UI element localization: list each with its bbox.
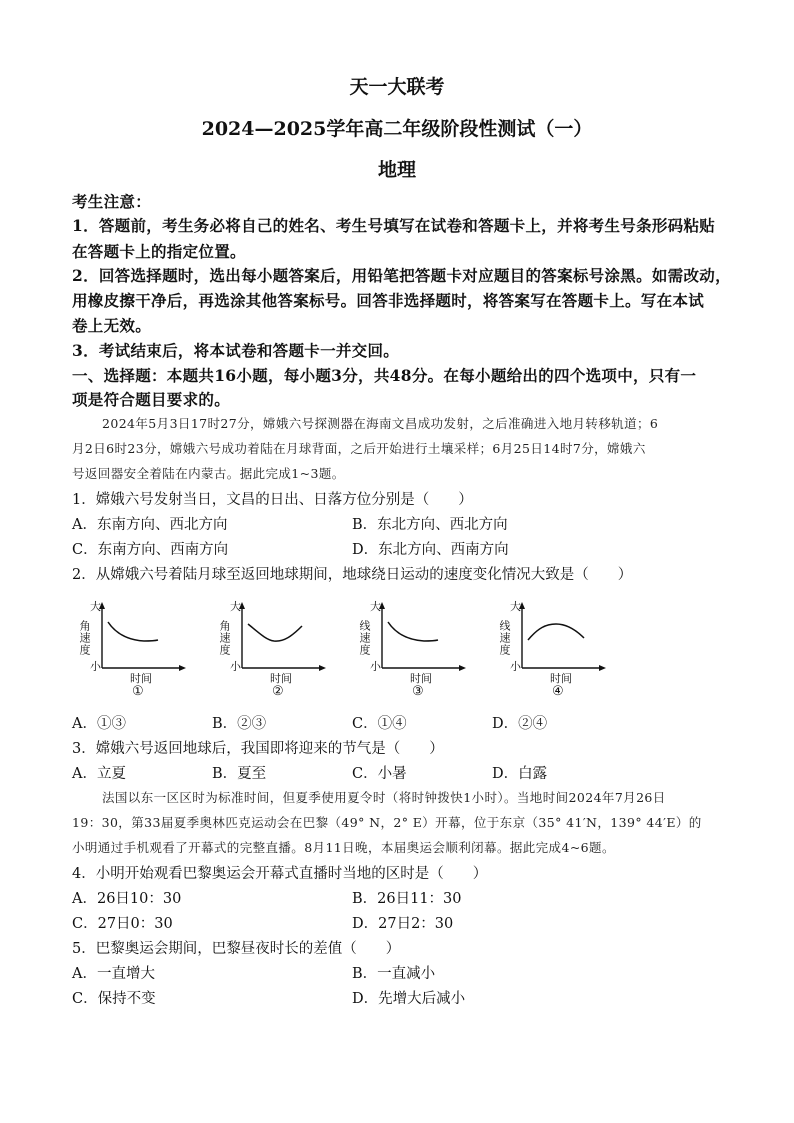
q2-option-b: B．②③ xyxy=(212,716,267,732)
q2-option-d: D．②④ xyxy=(492,716,548,732)
question-5-stem: 5．巴黎奥运会期间，巴黎昼夜时长的差值（ ） xyxy=(72,941,401,957)
velocity-chart-4 xyxy=(492,600,622,710)
notice-line: 2．回答选择题时，选出每小题答案后，用铅笔把答题卡对应题目的答案标号涂黑。如需改动， xyxy=(72,266,731,285)
chart-number: ④ xyxy=(552,684,564,699)
y-axis-label: 角速度 xyxy=(218,620,231,656)
y-axis-label: 线速度 xyxy=(358,620,371,656)
y-axis-top-label: 大 xyxy=(510,600,521,613)
exam-organizer: 天一大联考 xyxy=(349,76,445,98)
q5-option-c: C．保持不变 xyxy=(72,991,156,1007)
y-axis-label: 角速度 xyxy=(78,620,91,656)
y-axis-top-label: 大 xyxy=(230,600,241,613)
y-axis-bottom-label: 小 xyxy=(90,660,101,673)
q2-option-c: C．①④ xyxy=(352,716,407,732)
section-heading-cont: 项是符合题目要求的。 xyxy=(72,390,231,409)
notice-line: 在答题卡上的指定位置。 xyxy=(72,242,246,261)
notice-title: 考生注意： xyxy=(72,192,152,211)
q3-option-b: B．夏至 xyxy=(212,766,267,782)
chart-number: ① xyxy=(132,684,144,699)
subject-title: 地理 xyxy=(377,159,416,181)
velocity-chart-3 xyxy=(352,600,482,710)
q1-option-b: B．东北方向、西北方向 xyxy=(352,517,508,533)
q3-option-a: A．立夏 xyxy=(72,766,126,782)
section-heading: 一、选择题：本题共16小题，每小题3分，共48分。在每小题给出的四个选项中，只有一 xyxy=(72,366,697,385)
chart-number: ② xyxy=(272,684,284,699)
x-axis-label: 时间 xyxy=(130,672,152,685)
q3-option-d: D．白露 xyxy=(492,766,548,782)
q5-option-a: A．一直增大 xyxy=(72,966,155,982)
q4-option-b: B．26日11：30 xyxy=(352,891,462,907)
notice-line: 3．考试结束后，将本试卷和答题卡一并交回。 xyxy=(72,341,400,360)
material-line: 小明通过手机观看了开幕式的完整直播。8月11日晚，本届奥运会顺利闭幕。据此完成4~6题。 xyxy=(72,840,615,855)
q4-option-c: C．27日0：30 xyxy=(72,916,173,932)
material-line: 19：30，第33届夏季奥林匹克运动会在巴黎（49° N，2° E）开幕，位于东京（35° 41′N，139° 44′E）的 xyxy=(72,815,702,830)
question-2-stem: 2．从嫦娥六号着陆月球至返回地球期间，地球绕日运动的速度变化情况大致是（ ） xyxy=(72,567,633,583)
q3-option-c: C．小暑 xyxy=(352,766,407,782)
material-line: 法国以东一区区时为标准时间，但夏季使用夏令时（将时钟拨快1小时）。当地时间2024年7月26日 xyxy=(102,790,666,805)
y-axis-label: 线速度 xyxy=(498,620,511,656)
y-axis-bottom-label: 小 xyxy=(370,660,381,673)
x-axis-label: 时间 xyxy=(550,672,572,685)
q2-option-a: A．①③ xyxy=(72,716,126,732)
chart-number: ③ xyxy=(412,684,424,699)
y-axis-bottom-label: 小 xyxy=(230,660,241,673)
question-1-stem: 1．嫦娥六号发射当日，文昌的日出、日落方位分别是（ ） xyxy=(72,492,473,508)
y-axis-bottom-label: 小 xyxy=(510,660,521,673)
velocity-chart-2 xyxy=(212,600,342,710)
q1-option-c: C．东南方向、西南方向 xyxy=(72,542,229,558)
material-line: 2024年5月3日17时27分，嫦娥六号探测器在海南文昌成功发射，之后准确进入地月转移轨道；6 xyxy=(102,416,659,431)
y-axis-top-label: 大 xyxy=(90,600,101,613)
notice-line: 1．答题前，考生务必将自己的姓名、考生号填写在试卷和答题卡上，并将考生号条形码粘贴 xyxy=(72,216,716,235)
exam-title: 2024—2025学年高二年级阶段性测试（一） xyxy=(201,118,593,140)
q1-option-a: A．东南方向、西北方向 xyxy=(72,517,228,533)
q5-option-b: B．一直减小 xyxy=(352,966,436,982)
material-line: 号返回器安全着陆在内蒙古。据此完成1~3题。 xyxy=(72,466,345,481)
q4-option-d: D．27日2：30 xyxy=(352,916,454,932)
q4-option-a: A．26日10：30 xyxy=(72,891,182,907)
notice-line: 用橡皮擦干净后，再选涂其他答案标号。回答非选择题时，将答案写在答题卡上。写在本试 xyxy=(72,291,705,310)
material-line: 月2日6时23分，嫦娥六号成功着陆在月球背面，之后开始进行土壤采样；6月25日14时7分，嫦娥六 xyxy=(72,441,646,456)
x-axis-label: 时间 xyxy=(270,672,292,685)
q1-option-d: D．东北方向、西南方向 xyxy=(352,542,509,558)
notice-line: 卷上无效。 xyxy=(72,316,152,335)
x-axis-label: 时间 xyxy=(410,672,432,685)
q5-option-d: D．先增大后减小 xyxy=(352,991,466,1007)
question-4-stem: 4．小明开始观看巴黎奥运会开幕式直播时当地的区时是（ ） xyxy=(72,866,488,882)
question-3-stem: 3．嫦娥六号返回地球后，我国即将迎来的节气是（ ） xyxy=(72,741,444,757)
velocity-chart-1 xyxy=(72,600,202,710)
y-axis-top-label: 大 xyxy=(370,600,381,613)
